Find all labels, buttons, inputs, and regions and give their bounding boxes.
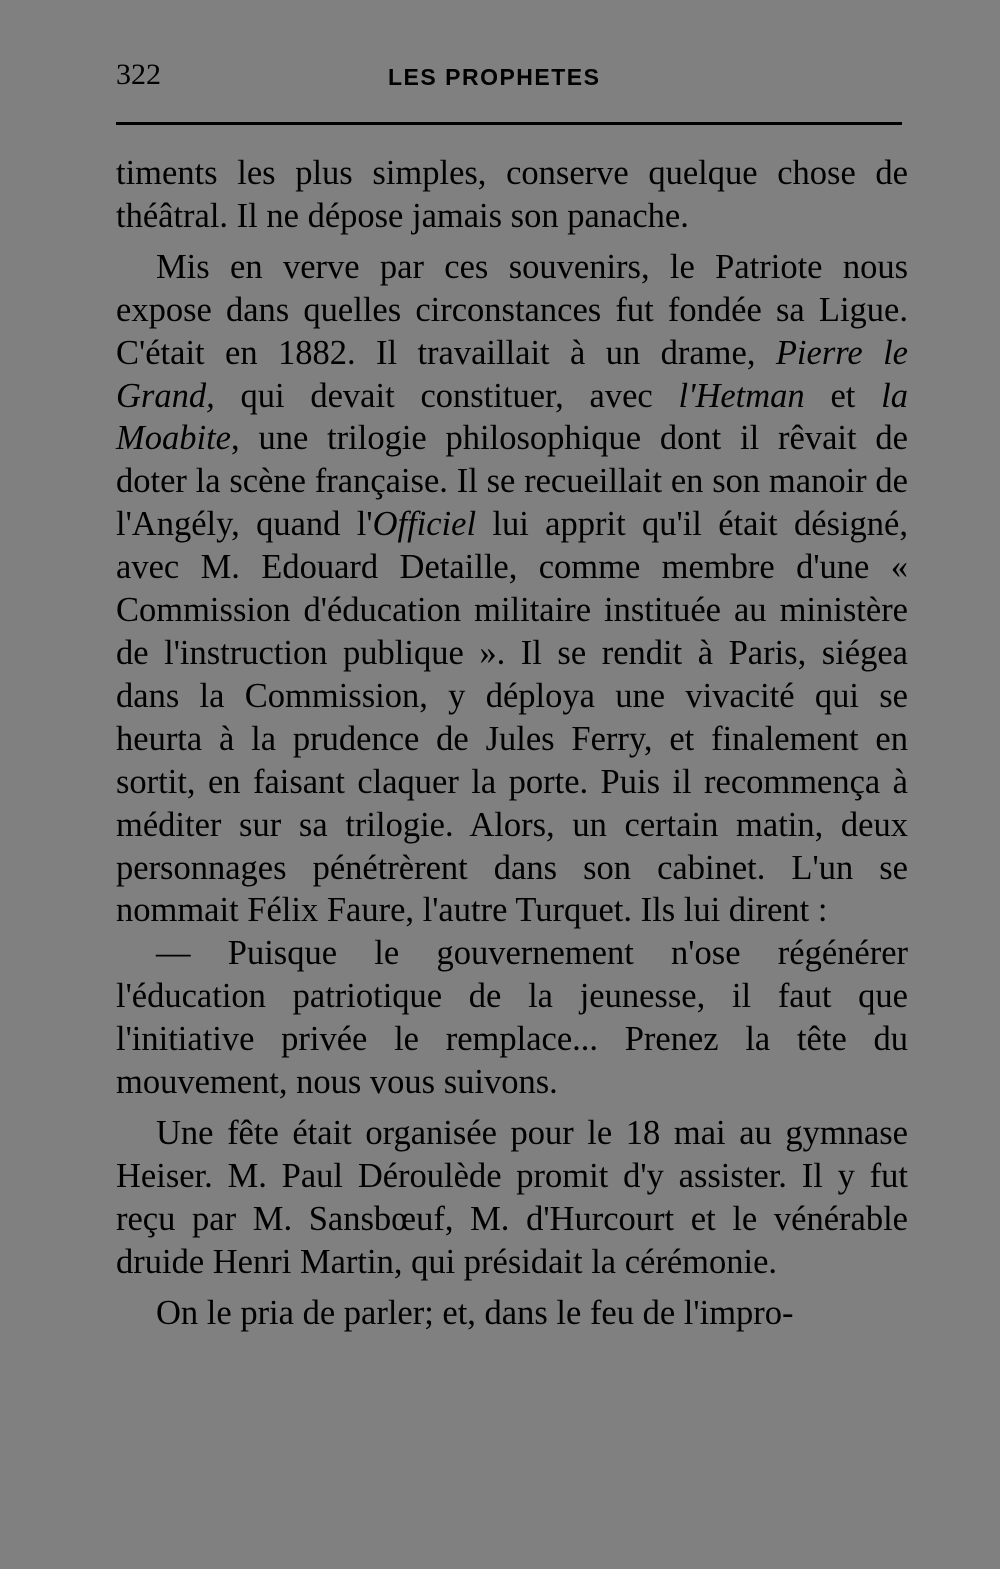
text-segment: Une fête était organisée pour le 18 mai au gymnase Heiser. M. Paul Déroulède promit d'y assister. Il y fut reçu par M. Sansbœuf, M. d'Hurcourt et le vénérable druide Henri Martin, qui présidait la cérémonie. bbox=[116, 1113, 908, 1281]
italic-title-moabite: la Moabite bbox=[116, 376, 908, 458]
text-segment: Mis en verve par ces souvenirs, le Patriote nous expose dans quelles circonstances fut fondée sa Ligue. C'était en 1882. Il travaillait à un drame, bbox=[116, 247, 908, 372]
italic-title-pierre-le-grand: Pierre le Grand, bbox=[116, 333, 908, 415]
text-segment: , une trilogie philosophique dont il rêvait de doter la scène française. Il se recueillait en son manoir de l'Angély, quand l' bbox=[116, 419, 908, 544]
text-segment: lui apprit qu'il était désigné, avec M. Edouard Detaille, comme membre d'une « Commission d'éducation militaire instituée au ministère de l'instruction publique ». Il se rendit à Paris, siégea dans la Commission, y déploya une vivacité qui se heurta à la prudence de Jules Ferry, et finalement en sortit, en faisant claquer la porte. Puis il recommença à méditer sur sa trilogie. Alors, un certain matin, deux personnages pénétrèrent dans son cabinet. L'un se nommait Félix Faure, l'autre Turquet. Ils lui dirent : bbox=[116, 505, 908, 930]
paragraph-3 bbox=[116, 932, 908, 1104]
paragraph-4 bbox=[116, 1112, 908, 1284]
page-number: 322 bbox=[116, 58, 161, 91]
italic-title-hetman: l'Hetman bbox=[678, 376, 805, 415]
text-segment: On le pria de parler; et, dans le feu de l'impro- bbox=[156, 1293, 794, 1332]
text-segment: qui devait constituer, avec bbox=[214, 376, 679, 415]
paragraph-5 bbox=[116, 1292, 908, 1335]
body-text bbox=[116, 152, 908, 1334]
text-segment: et bbox=[804, 376, 882, 415]
italic-title-officiel: Officiel bbox=[372, 505, 477, 544]
text-segment: — Puisque le gouvernement n'ose régénérer l'éducation patriotique de la jeunesse, il faut que l'initiative privée le remplace... Prenez la tête du mouvement, nous vous suivons. bbox=[116, 934, 908, 1102]
text-segment: timents les plus simples, conserve quelque chose de théâtral. Il ne dépose jamais son panache. bbox=[116, 154, 908, 235]
paragraph-2 bbox=[116, 246, 908, 933]
running-head bbox=[116, 58, 902, 98]
paragraph-1 bbox=[116, 152, 908, 238]
header-rule bbox=[116, 122, 902, 125]
running-title: LES PROPHETES bbox=[388, 64, 601, 90]
